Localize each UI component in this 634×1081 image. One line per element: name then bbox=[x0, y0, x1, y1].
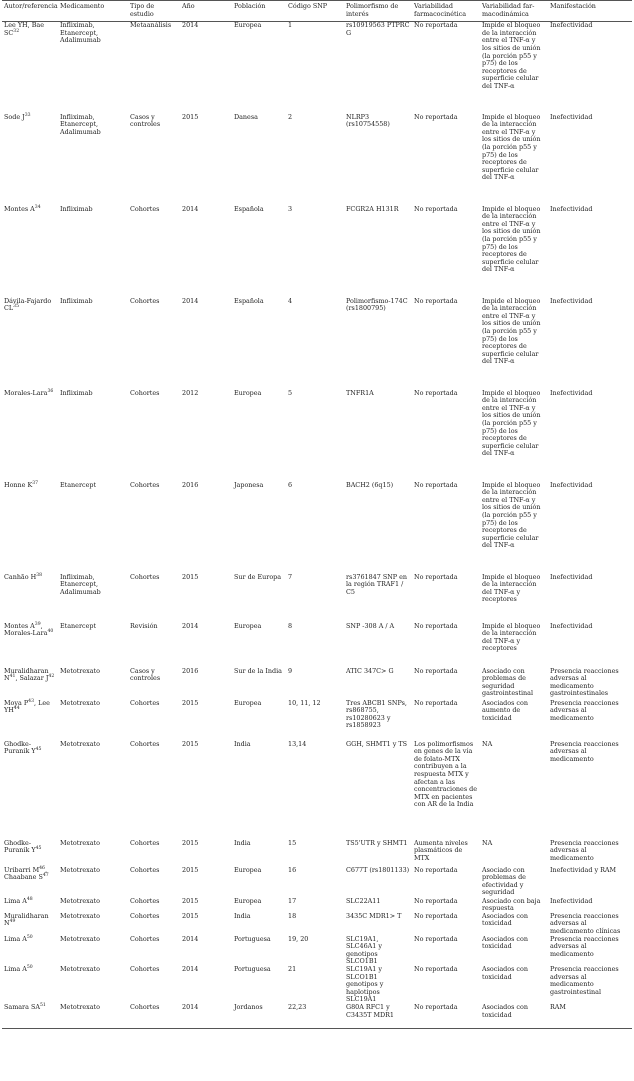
author-name: , Morales-Lara bbox=[4, 621, 48, 638]
cell-drug: Infliximab bbox=[60, 204, 93, 213]
author-name: Canhão H bbox=[4, 572, 37, 581]
cell-population: India bbox=[234, 739, 251, 748]
cell-manifestation: Inefectividad bbox=[550, 621, 593, 630]
cell-author bbox=[2, 298, 58, 390]
reference-number: 35 bbox=[13, 304, 19, 310]
author-name: , Salazar J bbox=[15, 674, 49, 683]
cell-pd-variability: NA bbox=[482, 739, 493, 748]
cell-study-type: Cohortes bbox=[130, 896, 160, 905]
author-name: Morales-Lara bbox=[4, 388, 48, 397]
table-row bbox=[2, 1004, 632, 1028]
cell-author bbox=[2, 623, 58, 668]
cell-snp-code: 16 bbox=[288, 865, 297, 874]
cell-manifestation: Inefectividad bbox=[550, 896, 593, 905]
cell-snp-code: 9 bbox=[288, 666, 293, 675]
cell-pk-variability: Aumenta niveles plasmáticos de MTX bbox=[414, 838, 468, 862]
cell-year: 2014 bbox=[182, 1003, 199, 1011]
cell-year: 2015 bbox=[182, 572, 199, 581]
cell-snp-code: 21 bbox=[288, 965, 297, 974]
reference-number: 48 bbox=[26, 896, 33, 902]
cell-pk-variability: Los polimorfismos en genes de la vía de folato-MTX contribuyen a la respuesta MTX y afectan a las concentraciones de MTX en pacientes con AR de la India bbox=[414, 739, 478, 809]
header-drug: Medicamento bbox=[60, 2, 105, 10]
cell-study-type: Cohortes bbox=[130, 1003, 160, 1011]
cell-year: 2016 bbox=[182, 666, 199, 675]
cell-year: 2015 bbox=[182, 865, 199, 874]
cell-polymorphism: TNFR1A bbox=[346, 388, 374, 397]
author-name: Sode J bbox=[4, 112, 25, 121]
table-row bbox=[2, 898, 632, 913]
header-year: Año bbox=[182, 2, 195, 10]
cell-population: Japonesa bbox=[234, 480, 264, 489]
cell-snp-code: 17 bbox=[288, 896, 297, 905]
author-name: Uribarri M bbox=[4, 865, 40, 874]
table-row bbox=[2, 574, 632, 623]
cell-population: Portuguesa bbox=[234, 965, 271, 974]
table-row bbox=[2, 936, 632, 966]
cell-study-type: Cohortes bbox=[130, 572, 160, 581]
cell-study-type: Cohortes bbox=[130, 838, 160, 847]
reference-number: 45 bbox=[35, 846, 42, 852]
cell-polymorphism: rs10919563 PTPRC G bbox=[346, 21, 410, 37]
cell-pd-variability: Impide el bloqueo de la interacción entre el TNF-α y los sitios de unión (la porción p55 y p75) de los receptores de superficie celular del TNF-α bbox=[482, 296, 541, 366]
cell-pk-variability: No reportada bbox=[414, 1003, 458, 1011]
cell-manifestation: Presencia reacciones adversas al medicamento clínicas bbox=[550, 911, 621, 936]
cell-manifestation: Inefectividad bbox=[550, 480, 593, 489]
table-row bbox=[2, 867, 632, 898]
cell-population: India bbox=[234, 911, 251, 920]
table-row bbox=[2, 390, 632, 482]
table-row bbox=[2, 623, 632, 668]
cell-author bbox=[2, 114, 58, 206]
cell-manifestation: Presencia reacciones adversas al medicamento gastrointestinal bbox=[550, 965, 619, 996]
cell-year: 2014 bbox=[182, 296, 199, 305]
reference-number: 47 bbox=[42, 873, 49, 879]
cell-population: Española bbox=[234, 296, 264, 305]
reference-number: 37 bbox=[32, 480, 39, 486]
reference-number: 43 bbox=[28, 698, 35, 704]
author-name: , Chaabane S bbox=[4, 865, 48, 882]
cell-polymorphism: NLRP3 (rs10754558) bbox=[346, 112, 390, 129]
cell-study-type: Cohortes bbox=[130, 865, 160, 874]
cell-year: 2014 bbox=[182, 21, 199, 30]
cell-polymorphism: BACH2 (6q15) bbox=[346, 480, 394, 489]
reference-number: 49 bbox=[9, 919, 16, 925]
cell-snp-code: 15 bbox=[288, 838, 297, 847]
cell-author bbox=[2, 1004, 58, 1028]
cell-pd-variability: Asociados con toxicidad bbox=[482, 1003, 528, 1019]
reference-number: 50 bbox=[26, 934, 33, 940]
cell-drug: Metotrexato bbox=[60, 739, 100, 748]
cell-population: India bbox=[234, 838, 251, 847]
cell-pk-variability: No reportada bbox=[414, 480, 458, 489]
cell-study-type: Casos y controles bbox=[130, 112, 161, 129]
cell-polymorphism: GGH, SHMT1 y TS bbox=[346, 739, 407, 748]
cell-snp-code: 5 bbox=[288, 388, 293, 397]
cell-author bbox=[2, 936, 58, 966]
cell-snp-code: 19, 20 bbox=[288, 934, 309, 943]
cell-drug: Metotrexato bbox=[60, 1003, 100, 1011]
author-name: Montes A bbox=[4, 204, 35, 213]
cell-pk-variability: No reportada bbox=[414, 572, 458, 581]
reference-number: 39 bbox=[34, 621, 41, 627]
cell-drug: Etanercept bbox=[60, 621, 97, 630]
cell-polymorphism: rs3761847 SNP en la región TRAF1 / C5 bbox=[346, 572, 408, 596]
cell-pk-variability: No reportada bbox=[414, 21, 458, 30]
cell-snp-code: 4 bbox=[288, 296, 293, 305]
cell-year: 2014 bbox=[182, 621, 199, 630]
cell-pd-variability: Impide el bloqueo de la interacción entre el TNF-α y los sitios de unión (la porción p55 y p75) de los receptores de superficie celular del TNF-α bbox=[482, 388, 541, 458]
author-name: Ghodke-Puranik Y bbox=[4, 838, 36, 855]
cell-snp-code: 2 bbox=[288, 112, 293, 121]
cell-study-type: Cohortes bbox=[130, 911, 160, 920]
cell-manifestation: RAM bbox=[550, 1003, 566, 1011]
reference-number: 50 bbox=[26, 965, 33, 971]
table-row bbox=[2, 668, 632, 700]
cell-pk-variability: No reportada bbox=[414, 896, 458, 905]
cell-polymorphism: SNP -308 A / A bbox=[346, 621, 395, 630]
cell-manifestation: Presencia reacciones adversas al medicamento bbox=[550, 698, 619, 722]
cell-manifestation: Presencia reacciones adversas al medicamento bbox=[550, 934, 619, 958]
reference-number: 36 bbox=[47, 388, 54, 394]
cell-pd-variability: Asociado con problemas de efectividad y seguridad bbox=[482, 865, 526, 897]
cell-pk-variability: No reportada bbox=[414, 865, 458, 874]
cell-study-type: Metaanálisis bbox=[130, 21, 172, 30]
cell-polymorphism: C677T (rs1801133) bbox=[346, 865, 410, 874]
author-name: Dávila-Fajardo CL bbox=[4, 296, 52, 313]
cell-pd-variability: Impide el bloqueo de la interacción del TNF-α y receptores bbox=[482, 621, 541, 653]
cell-snp-code: 8 bbox=[288, 621, 293, 630]
cell-drug: Metotrexato bbox=[60, 965, 100, 974]
cell-pd-variability: Asociados con toxicidad bbox=[482, 965, 528, 981]
cell-pk-variability: No reportada bbox=[414, 388, 458, 397]
cell-population: Sur de la India bbox=[234, 666, 282, 675]
cell-pd-variability: Impide el bloqueo de la interacción entre el TNF-α y los sitios de unión (la porción p55 y p75) de los receptores de superficie celular del TNF-α bbox=[482, 112, 541, 182]
cell-polymorphism: SLC22A11 bbox=[346, 896, 381, 905]
cell-author bbox=[2, 482, 58, 574]
cell-drug: Infliximab bbox=[60, 388, 93, 397]
cell-pd-variability: Impide el bloqueo de la interacción entre el TNF-α y los sitios de unión (la porción p55 y p75) de los receptores de superficie celular del TNF-α bbox=[482, 480, 541, 550]
cell-snp-code: 13,14 bbox=[288, 739, 307, 748]
author-name: Muralidharan N bbox=[4, 911, 49, 928]
cell-manifestation: Presencia reacciones adversas al medicamento bbox=[550, 739, 619, 763]
cell-drug: Etanercept bbox=[60, 480, 97, 489]
table-body bbox=[2, 22, 632, 1028]
header-snp-code: Código SNP bbox=[288, 2, 328, 10]
cell-pk-variability: No reportada bbox=[414, 621, 458, 630]
cell-polymorphism: Tres ABCB1 SNPs, rs868755, rs10280623 y rs1858923 bbox=[346, 698, 407, 730]
cell-drug: Metotrexato bbox=[60, 911, 100, 920]
table-row bbox=[2, 298, 632, 390]
cell-pk-variability: No reportada bbox=[414, 698, 458, 707]
cell-population: Europea bbox=[234, 21, 262, 30]
cell-pk-variability: No reportada bbox=[414, 204, 458, 213]
cell-study-type: Cohortes bbox=[130, 204, 160, 213]
cell-manifestation: Inefectividad y RAM bbox=[550, 865, 617, 874]
header-study-type: Tipo de estudio bbox=[130, 2, 155, 18]
cell-population: Española bbox=[234, 204, 264, 213]
cell-author bbox=[2, 22, 58, 114]
author-name: Montes A bbox=[4, 621, 35, 630]
cell-polymorphism: SLC19A1, SLC46A1 y genotipos SLCO1B1 bbox=[346, 934, 382, 966]
cell-drug: Infliximab bbox=[60, 296, 93, 305]
cell-study-type: Cohortes bbox=[130, 965, 160, 974]
cell-manifestation: Inefectividad bbox=[550, 296, 593, 305]
cell-snp-code: 3 bbox=[288, 204, 293, 213]
author-name: Honne K bbox=[4, 480, 33, 489]
header-manifestation: Manifestación bbox=[550, 2, 596, 10]
cell-year: 2016 bbox=[182, 480, 199, 489]
cell-author bbox=[2, 867, 58, 898]
cell-year: 2014 bbox=[182, 204, 199, 213]
reference-number: 38 bbox=[36, 572, 43, 578]
author-name: Ghodke-Puranik Y bbox=[4, 739, 36, 756]
cell-author bbox=[2, 206, 58, 298]
cell-pd-variability: Impide el bloqueo de la interacción entre el TNF-α y los sitios de unión (la porción p55 y p75) de los receptores de superficie celular del TNF-α bbox=[482, 21, 541, 90]
cell-population: Danesa bbox=[234, 112, 258, 121]
cell-drug: Metotrexato bbox=[60, 698, 100, 707]
reference-number: 44 bbox=[13, 706, 20, 712]
cell-pd-variability: Asociados con toxicidad bbox=[482, 911, 528, 928]
reference-number: 45 bbox=[35, 747, 42, 753]
author-name: Muralidharan N bbox=[4, 666, 49, 683]
cell-pk-variability: No reportada bbox=[414, 296, 458, 305]
cell-year: 2015 bbox=[182, 698, 199, 707]
cell-year: 2014 bbox=[182, 965, 199, 974]
header-author: Autor/referencia bbox=[4, 2, 58, 10]
cell-study-type: Cohortes bbox=[130, 739, 160, 748]
table-row bbox=[2, 206, 632, 298]
cell-polymorphism: 3435C MDR1> T bbox=[346, 911, 402, 920]
cell-pd-variability: Asociados con aumento de toxicidad bbox=[482, 698, 528, 722]
cell-pk-variability: No reportada bbox=[414, 911, 458, 920]
cell-manifestation: Inefectividad bbox=[550, 112, 593, 121]
cell-manifestation: Presencia reacciones adversas al medicamento gastrointestinales bbox=[550, 666, 619, 698]
cell-author bbox=[2, 574, 58, 623]
cell-study-type: Casos y controles bbox=[130, 666, 161, 683]
author-name: Lima A bbox=[4, 965, 27, 974]
header-population: Población bbox=[234, 2, 266, 10]
cell-study-type: Cohortes bbox=[130, 480, 160, 489]
cell-polymorphism: TS5'UTR y SHMT1 bbox=[346, 838, 408, 847]
reference-number: 34 bbox=[34, 204, 41, 210]
cell-year: 2015 bbox=[182, 911, 199, 920]
header-pd-variability: Variabilidad far-macodinámica bbox=[482, 2, 535, 18]
reference-number: 46 bbox=[39, 865, 45, 871]
cell-author bbox=[2, 966, 58, 1004]
table-row bbox=[2, 741, 632, 840]
cell-population: Jordanos bbox=[234, 1003, 263, 1011]
cell-pd-variability: Impide el bloqueo de la interacción del TNF-α y receptores bbox=[482, 572, 541, 604]
cell-polymorphism: SLC19A1 y SLCO1B1 genotipos y haplotipos SLC19A1 bbox=[346, 965, 384, 1004]
cell-author bbox=[2, 898, 58, 913]
cell-year: 2015 bbox=[182, 838, 199, 847]
cell-population: Europea bbox=[234, 388, 262, 397]
cell-manifestation: Inefectividad bbox=[550, 388, 593, 397]
cell-study-type: Cohortes bbox=[130, 388, 160, 397]
cell-year: 2015 bbox=[182, 896, 199, 905]
reference-number: 51 bbox=[39, 1003, 46, 1008]
table-row bbox=[2, 22, 632, 114]
cell-population: Europea bbox=[234, 621, 262, 630]
author-name: Moya P bbox=[4, 698, 29, 707]
cell-snp-code: 7 bbox=[288, 572, 293, 581]
reference-number: 42 bbox=[48, 674, 55, 680]
cell-pk-variability: No reportada bbox=[414, 112, 458, 121]
cell-snp-code: 6 bbox=[288, 480, 293, 489]
cell-snp-code: 22,23 bbox=[288, 1003, 307, 1011]
cell-pd-variability: Asociados con toxicidad bbox=[482, 934, 528, 951]
cell-year: 2012 bbox=[182, 388, 199, 397]
author-name: Samara SA bbox=[4, 1003, 40, 1011]
cell-population: Europea bbox=[234, 896, 262, 905]
cell-polymorphism: G80A RFC1 y C3435T MDR1 bbox=[346, 1003, 394, 1019]
table-row bbox=[2, 700, 632, 741]
cell-polymorphism: FCGR2A H131R bbox=[346, 204, 399, 213]
cell-author bbox=[2, 840, 58, 867]
cell-drug: Infliximab, Etanercept, Adalimumab bbox=[60, 21, 101, 45]
cell-author bbox=[2, 741, 58, 840]
reference-number: 32 bbox=[13, 28, 20, 34]
table-row bbox=[2, 840, 632, 867]
cell-manifestation: Presencia reacciones adversas al medicamento bbox=[550, 838, 619, 862]
cell-population: Europea bbox=[234, 698, 262, 707]
cell-study-type: Cohortes bbox=[130, 296, 160, 305]
cell-manifestation: Inefectividad bbox=[550, 572, 593, 581]
cell-drug: Metotrexato bbox=[60, 666, 100, 675]
cell-pk-variability: No reportada bbox=[414, 934, 458, 943]
cell-study-type: Cohortes bbox=[130, 934, 160, 943]
table-row bbox=[2, 913, 632, 936]
cell-manifestation: Inefectividad bbox=[550, 204, 593, 213]
header-pk-variability: Variabilidad farmacocinética bbox=[414, 2, 467, 18]
cell-author bbox=[2, 913, 58, 936]
cell-drug: Metotrexato bbox=[60, 838, 100, 847]
table-row bbox=[2, 482, 632, 574]
cell-year: 2015 bbox=[182, 112, 199, 121]
table-row bbox=[2, 114, 632, 206]
cell-population: Portuguesa bbox=[234, 934, 271, 943]
author-name: Lee YH, Bae SC bbox=[4, 21, 44, 37]
cell-population: Europea bbox=[234, 865, 262, 874]
cell-author bbox=[2, 668, 58, 700]
cell-polymorphism: ATIC 347C> G bbox=[346, 666, 394, 675]
cell-drug: Metotrexato bbox=[60, 865, 100, 874]
cell-manifestation: Inefectividad bbox=[550, 21, 593, 30]
reference-number: 40 bbox=[47, 629, 54, 635]
cell-pk-variability: No reportada bbox=[414, 666, 458, 675]
cell-drug: Metotrexato bbox=[60, 934, 100, 943]
cell-pd-variability: Asociado con baja respuesta bbox=[482, 896, 541, 913]
cell-drug: Infliximab, Etanercept, Adalimumab bbox=[60, 112, 101, 136]
cell-snp-code: 10, 11, 12 bbox=[288, 698, 321, 707]
table-header-row bbox=[2, 1, 632, 22]
cell-pd-variability: Impide el bloqueo de la interacción entre el TNF-α y los sitios de unión (la porción p55 y p75) de los receptores de superficie celular del TNF-α bbox=[482, 204, 541, 274]
cell-pk-variability: No reportada bbox=[414, 965, 458, 974]
cell-drug: Metotrexato bbox=[60, 896, 100, 905]
cell-drug: Infliximab, Etanercept, Adalimumab bbox=[60, 572, 101, 596]
cell-year: 2014 bbox=[182, 934, 199, 943]
cell-population: Sur de Europa bbox=[234, 572, 282, 581]
pharmacogenetics-table bbox=[2, 0, 632, 1029]
cell-snp-code: 1 bbox=[288, 21, 293, 30]
cell-author bbox=[2, 390, 58, 482]
cell-snp-code: 18 bbox=[288, 911, 297, 920]
cell-pd-variability: Asociado con problemas de seguridad gastrointestinal bbox=[482, 666, 534, 698]
header-polymorphism: Polimorfismo de interés bbox=[346, 2, 399, 18]
reference-number: 33 bbox=[24, 112, 31, 118]
cell-study-type: Cohortes bbox=[130, 698, 160, 707]
cell-study-type: Revisión bbox=[130, 621, 158, 630]
author-name: Lima A bbox=[4, 896, 27, 905]
reference-number: 41 bbox=[9, 674, 16, 680]
cell-author bbox=[2, 700, 58, 741]
author-name: Lima A bbox=[4, 934, 27, 943]
table-row bbox=[2, 966, 632, 1004]
author-name: , Lee YH bbox=[4, 698, 50, 715]
cell-year: 2015 bbox=[182, 739, 199, 748]
cell-polymorphism: Polimorfismo-174C (rs1800795) bbox=[346, 296, 408, 313]
cell-pd-variability: NA bbox=[482, 838, 493, 847]
